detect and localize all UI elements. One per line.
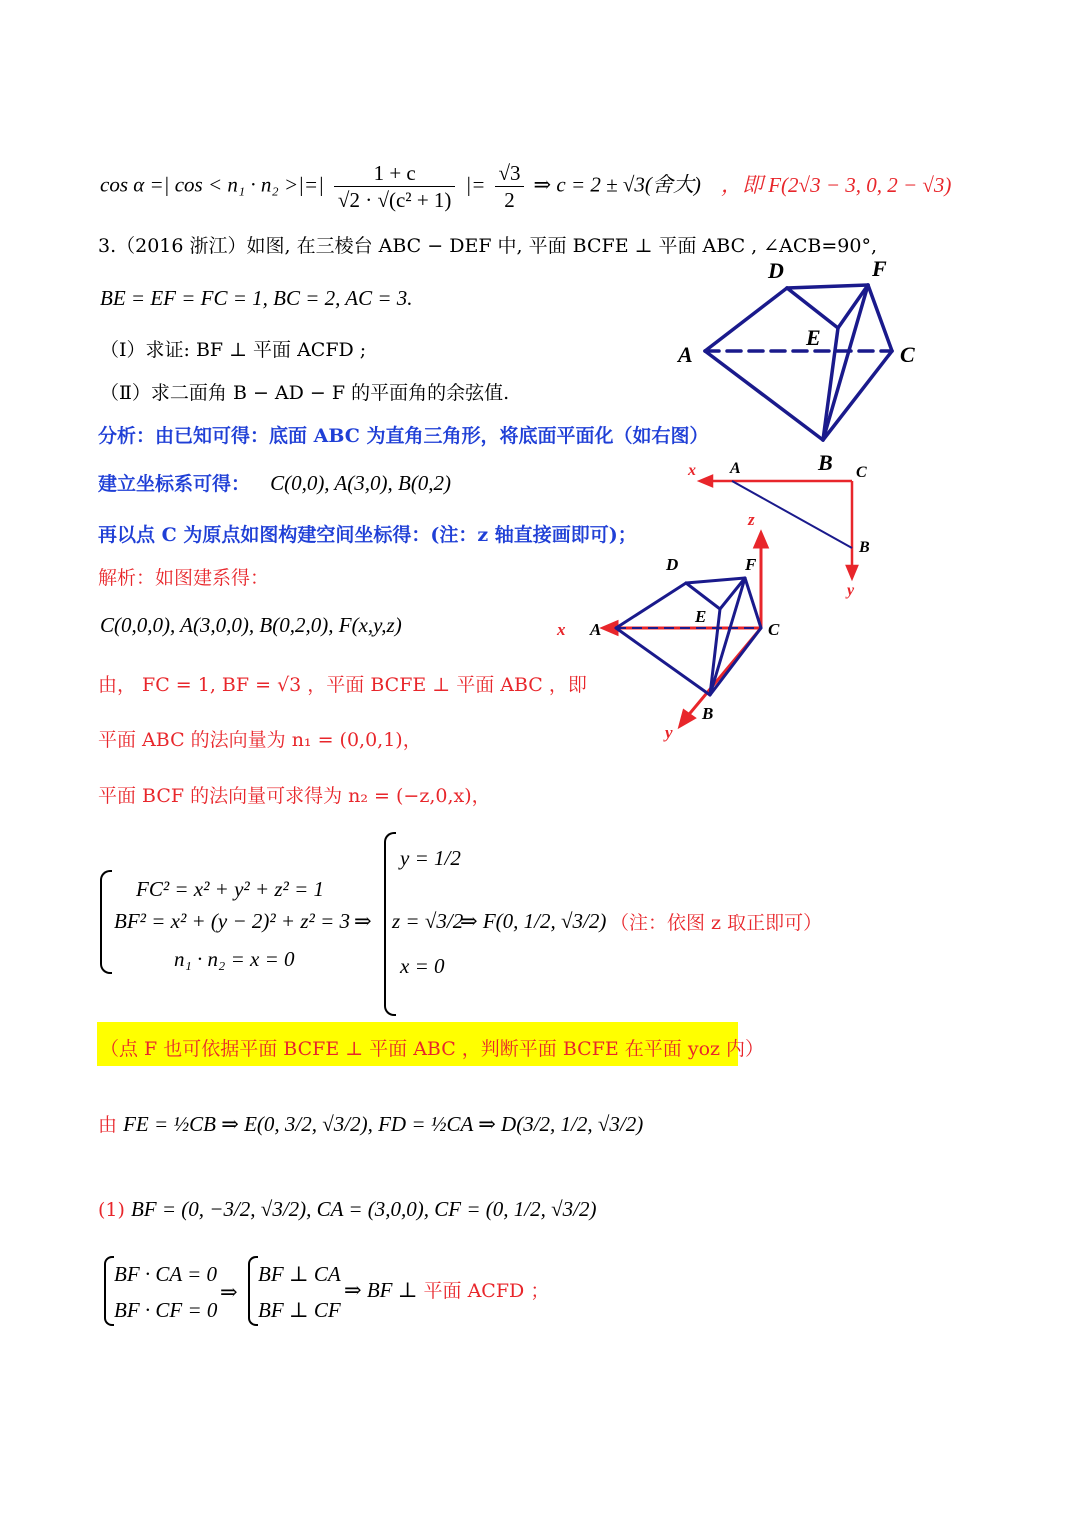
fig3-label-F: F — [745, 555, 757, 574]
highlight-note: （点 F 也可依据平面 BCFE ⊥ 平面 ABC ，判断平面 BCFE 在平面 yoz 内） — [100, 1038, 765, 1060]
top-formula-eq2: |= — [465, 172, 486, 197]
figure-frustum — [660, 250, 930, 475]
final-result-math: ⇒ BF ⊥ — [344, 1278, 418, 1302]
final-left-eq2: BF · CF = 0 — [114, 1298, 218, 1322]
fig2-label-x: x — [688, 462, 696, 479]
figure-space-coords — [550, 505, 800, 745]
final-left-eq1: BF · CA = 0 — [114, 1262, 218, 1286]
fig1-label-C: C — [900, 342, 915, 367]
solution-coords: C(0,0,0), A(3,0,0), B(0,2,0), F(x,y,z) — [100, 613, 402, 637]
problem-part1: （Ⅰ）求证: BF ⊥ 平面 ACFD ; — [100, 339, 367, 361]
top-fraction-1-num: 1 + c — [334, 160, 456, 187]
fig1-label-A: A — [678, 342, 693, 367]
final-result-text: 平面 ACFD — [423, 1280, 525, 1302]
top-fraction-1-den: √2 · √(c² + 1) — [337, 188, 452, 212]
system-left-brace — [100, 870, 112, 974]
fig1-label-B: B — [818, 450, 833, 475]
problem-header: 3.（2016 浙江）如图, 在三棱台 ABC − DEF 中, 平面 BCFE ⊥ 平面 ABC , ∠ACB=90°, — [98, 235, 878, 257]
analysis-line2-label: 建立坐标系可得： — [98, 473, 251, 495]
fig3-label-x: x — [557, 620, 566, 639]
top-formula — [100, 160, 951, 213]
fig2-label-y: y — [847, 582, 855, 599]
part1-vectors: BF = (0, −3/2, √3/2), CA = (3,0,0), CF = (0, 1/2, √3/2) — [130, 1197, 597, 1221]
fig3-label-z: z — [748, 510, 755, 529]
solution-normal1: 平面 ABC 的法向量为 n₁ = (0,0,1)， — [98, 729, 422, 751]
fe-fd-line — [98, 1111, 643, 1138]
fig1-label-E: E — [806, 325, 821, 350]
system-left-eq1: FC² = x² + y² + z² = 1 — [136, 877, 325, 901]
solution-heading: 解析：如图建系得： — [98, 567, 270, 589]
fig1-label-F: F — [872, 256, 887, 281]
final-result-end: ； — [530, 1280, 550, 1302]
system-right-eq3: x = 0 — [400, 954, 445, 978]
solution-line-by: 由， FC = 1, BF = √3 ，平面 BCFE ⊥ 平面 ABC ，即 — [98, 674, 587, 696]
top-formula-result: ⇒ c = 2 ± √3(舍大) — [533, 172, 701, 197]
fig1-label-D: D — [768, 258, 784, 283]
final-left-brace — [104, 1256, 114, 1326]
fig3-label-A: A — [590, 620, 602, 639]
solution-normal2: 平面 BCF 的法向量可求得为 n₂ = (−z,0,x)， — [98, 785, 491, 807]
problem-given: BE = EF = FC = 1, BC = 2, AC = 3. — [100, 286, 413, 310]
top-fraction-2-num: √3 — [495, 160, 523, 187]
top-formula-lhs: cos α =| cos < n₁ · n₂ >|=| — [100, 172, 324, 197]
fe-fd-prefix: 由 — [98, 1114, 118, 1136]
top-fraction-1 — [334, 160, 456, 213]
system-f-result: ⇒ F(0, 1/2, √3/2) — [460, 909, 607, 933]
final-mid-eq2: BF ⊥ CF — [258, 1298, 341, 1322]
top-formula-note: ，即 F(2√3 − 3, 0, 2 − √3) — [720, 172, 952, 197]
top-fraction-2-den: 2 — [504, 188, 515, 212]
part1-vectors-line — [98, 1196, 596, 1223]
system-right-eq2: z = √3/2 — [392, 909, 464, 933]
fig2-label-A: A — [730, 460, 741, 477]
fig3-label-E: E — [695, 607, 707, 626]
analysis-line2-math: C(0,0), A(3,0), B(0,2) — [270, 471, 452, 495]
problem-part2: （Ⅱ）求二面角 B − AD − F 的平面角的余弦值. — [100, 382, 510, 404]
final-result — [344, 1277, 549, 1304]
system-left-eq2: BF² = x² + (y − 2)² + z² = 3 — [114, 909, 350, 933]
system-left-eq3: n₁ · n₂ = x = 0 — [174, 947, 295, 971]
fig3-label-B: B — [702, 704, 714, 723]
final-arrow1: ⇒ — [220, 1280, 238, 1304]
final-mid-eq1: BF ⊥ CA — [258, 1262, 341, 1286]
fig3-label-D: D — [666, 555, 679, 574]
fig3-label-y: y — [665, 723, 673, 742]
system-arrow: ⇒ — [354, 909, 372, 933]
fig3-label-C: C — [768, 620, 780, 639]
final-mid-brace — [248, 1256, 258, 1326]
analysis-line3: 再以点 C 为原点如图构建空间坐标得：(注：z 轴直接画即可)； — [98, 524, 637, 546]
analysis-line1: 分析：由已知可得：底面 ABC 为直角三角形，将底面平面化（如右图） — [98, 425, 709, 447]
fig2-label-B: B — [859, 539, 870, 556]
system-note: （注：依图 z 取正即可） — [610, 912, 823, 934]
fe-fd-formula: FE = ½CB ⇒ E(0, 3/2, √3/2), FD = ½CA ⇒ D(3/2, 1/2, √3/2) — [123, 1112, 644, 1136]
top-fraction-2 — [495, 160, 523, 213]
analysis-line2 — [98, 470, 451, 497]
fig2-label-C: C — [856, 464, 867, 481]
system-right-eq1: y = 1/2 — [400, 846, 461, 870]
part1-label: (1) — [98, 1199, 125, 1221]
